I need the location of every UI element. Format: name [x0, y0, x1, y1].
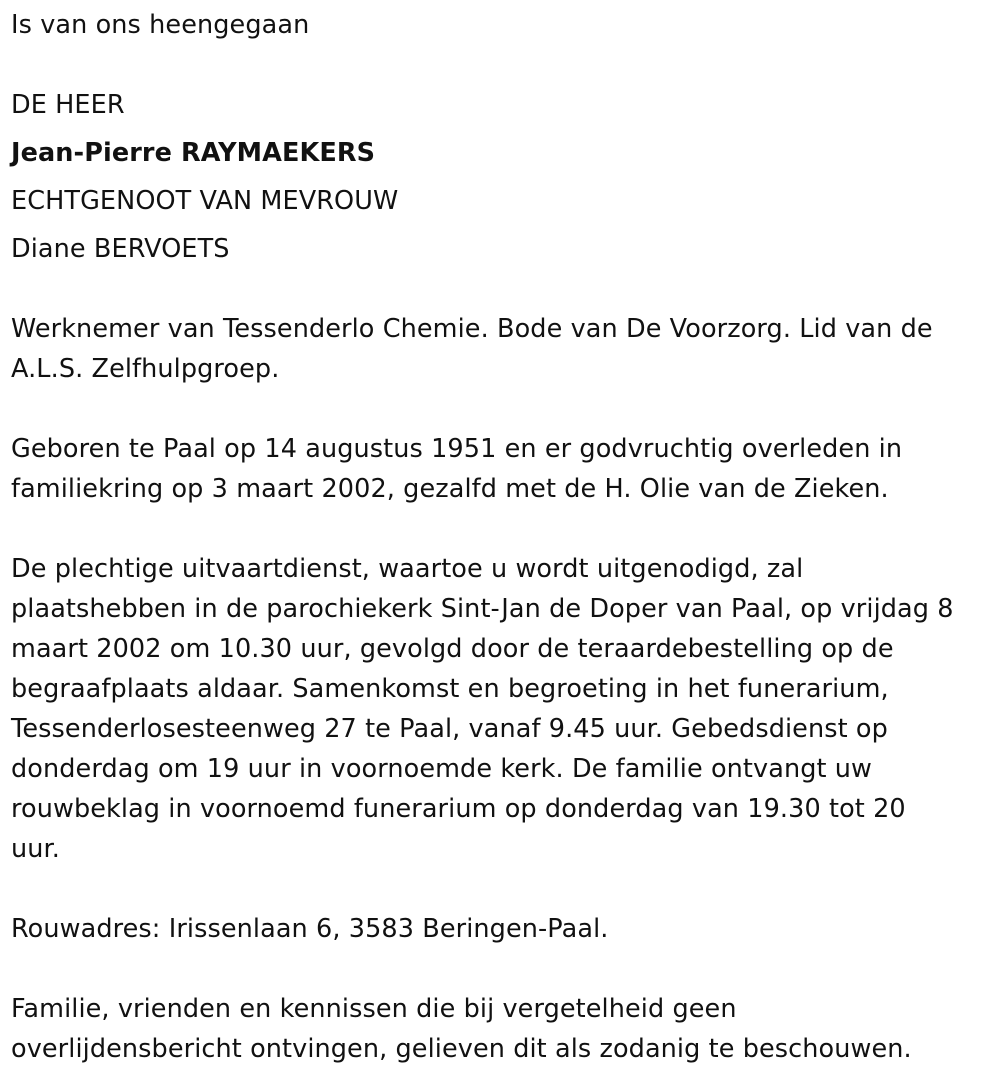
funeral-paragraph	[11, 549, 986, 869]
funeral-line: Tessenderlosesteenweg 27 te Paal, vanaf 9.45 uur. Gebedsdienst op	[11, 714, 888, 744]
funeral-line: De plechtige uitvaartdienst, waartoe u wordt uitgenodigd, zal	[11, 554, 804, 584]
deceased-name: Jean-Pierre RAYMAEKERS	[11, 138, 376, 168]
mourning-address: Rouwadres: Irissenlaan 6, 3583 Beringen-Paal.	[11, 914, 609, 944]
title-text: DE HEER	[11, 90, 125, 120]
birth-death-paragraph	[11, 429, 986, 509]
intro-text: Is van ons heengegaan	[11, 10, 310, 40]
closing-line: Familie, vrienden en kennissen die bij vergetelheid geen	[11, 994, 737, 1024]
funeral-line: uur.	[11, 834, 60, 864]
birth-death-line: Geboren te Paal op 14 augustus 1951 en er godvruchtig overleden in	[11, 434, 903, 464]
funeral-line: donderdag om 19 uur in voornoemde kerk. De familie ontvangt uw	[11, 754, 873, 784]
closing-line: overlijdensbericht ontvingen, gelieven dit als zodanig te beschouwen.	[11, 1034, 912, 1064]
closing-paragraph	[11, 989, 986, 1069]
funeral-line: rouwbeklag in voornoemd funerarium op donderdag van 19.30 tot 20	[11, 794, 906, 824]
occupation-line: Werknemer van Tessenderlo Chemie. Bode van De Voorzorg. Lid van de	[11, 314, 933, 344]
funeral-line: maart 2002 om 10.30 uur, gevolgd door de teraardebestelling op de	[11, 634, 894, 664]
relation-text: ECHTGENOOT VAN MEVROUW	[11, 186, 399, 216]
occupation-paragraph	[11, 309, 986, 389]
funeral-line: plaatshebben in de parochiekerk Sint-Jan de Doper van Paal, op vrijdag 8	[11, 594, 954, 624]
funeral-line: begraafplaats aldaar. Samenkomst en begroeting in het funerarium,	[11, 674, 889, 704]
occupation-line: A.L.S. Zelfhulpgroep.	[11, 354, 280, 384]
spouse-name: Diane BERVOETS	[11, 234, 230, 264]
birth-death-line: familiekring op 3 maart 2002, gezalfd met de H. Olie van de Zieken.	[11, 474, 889, 504]
